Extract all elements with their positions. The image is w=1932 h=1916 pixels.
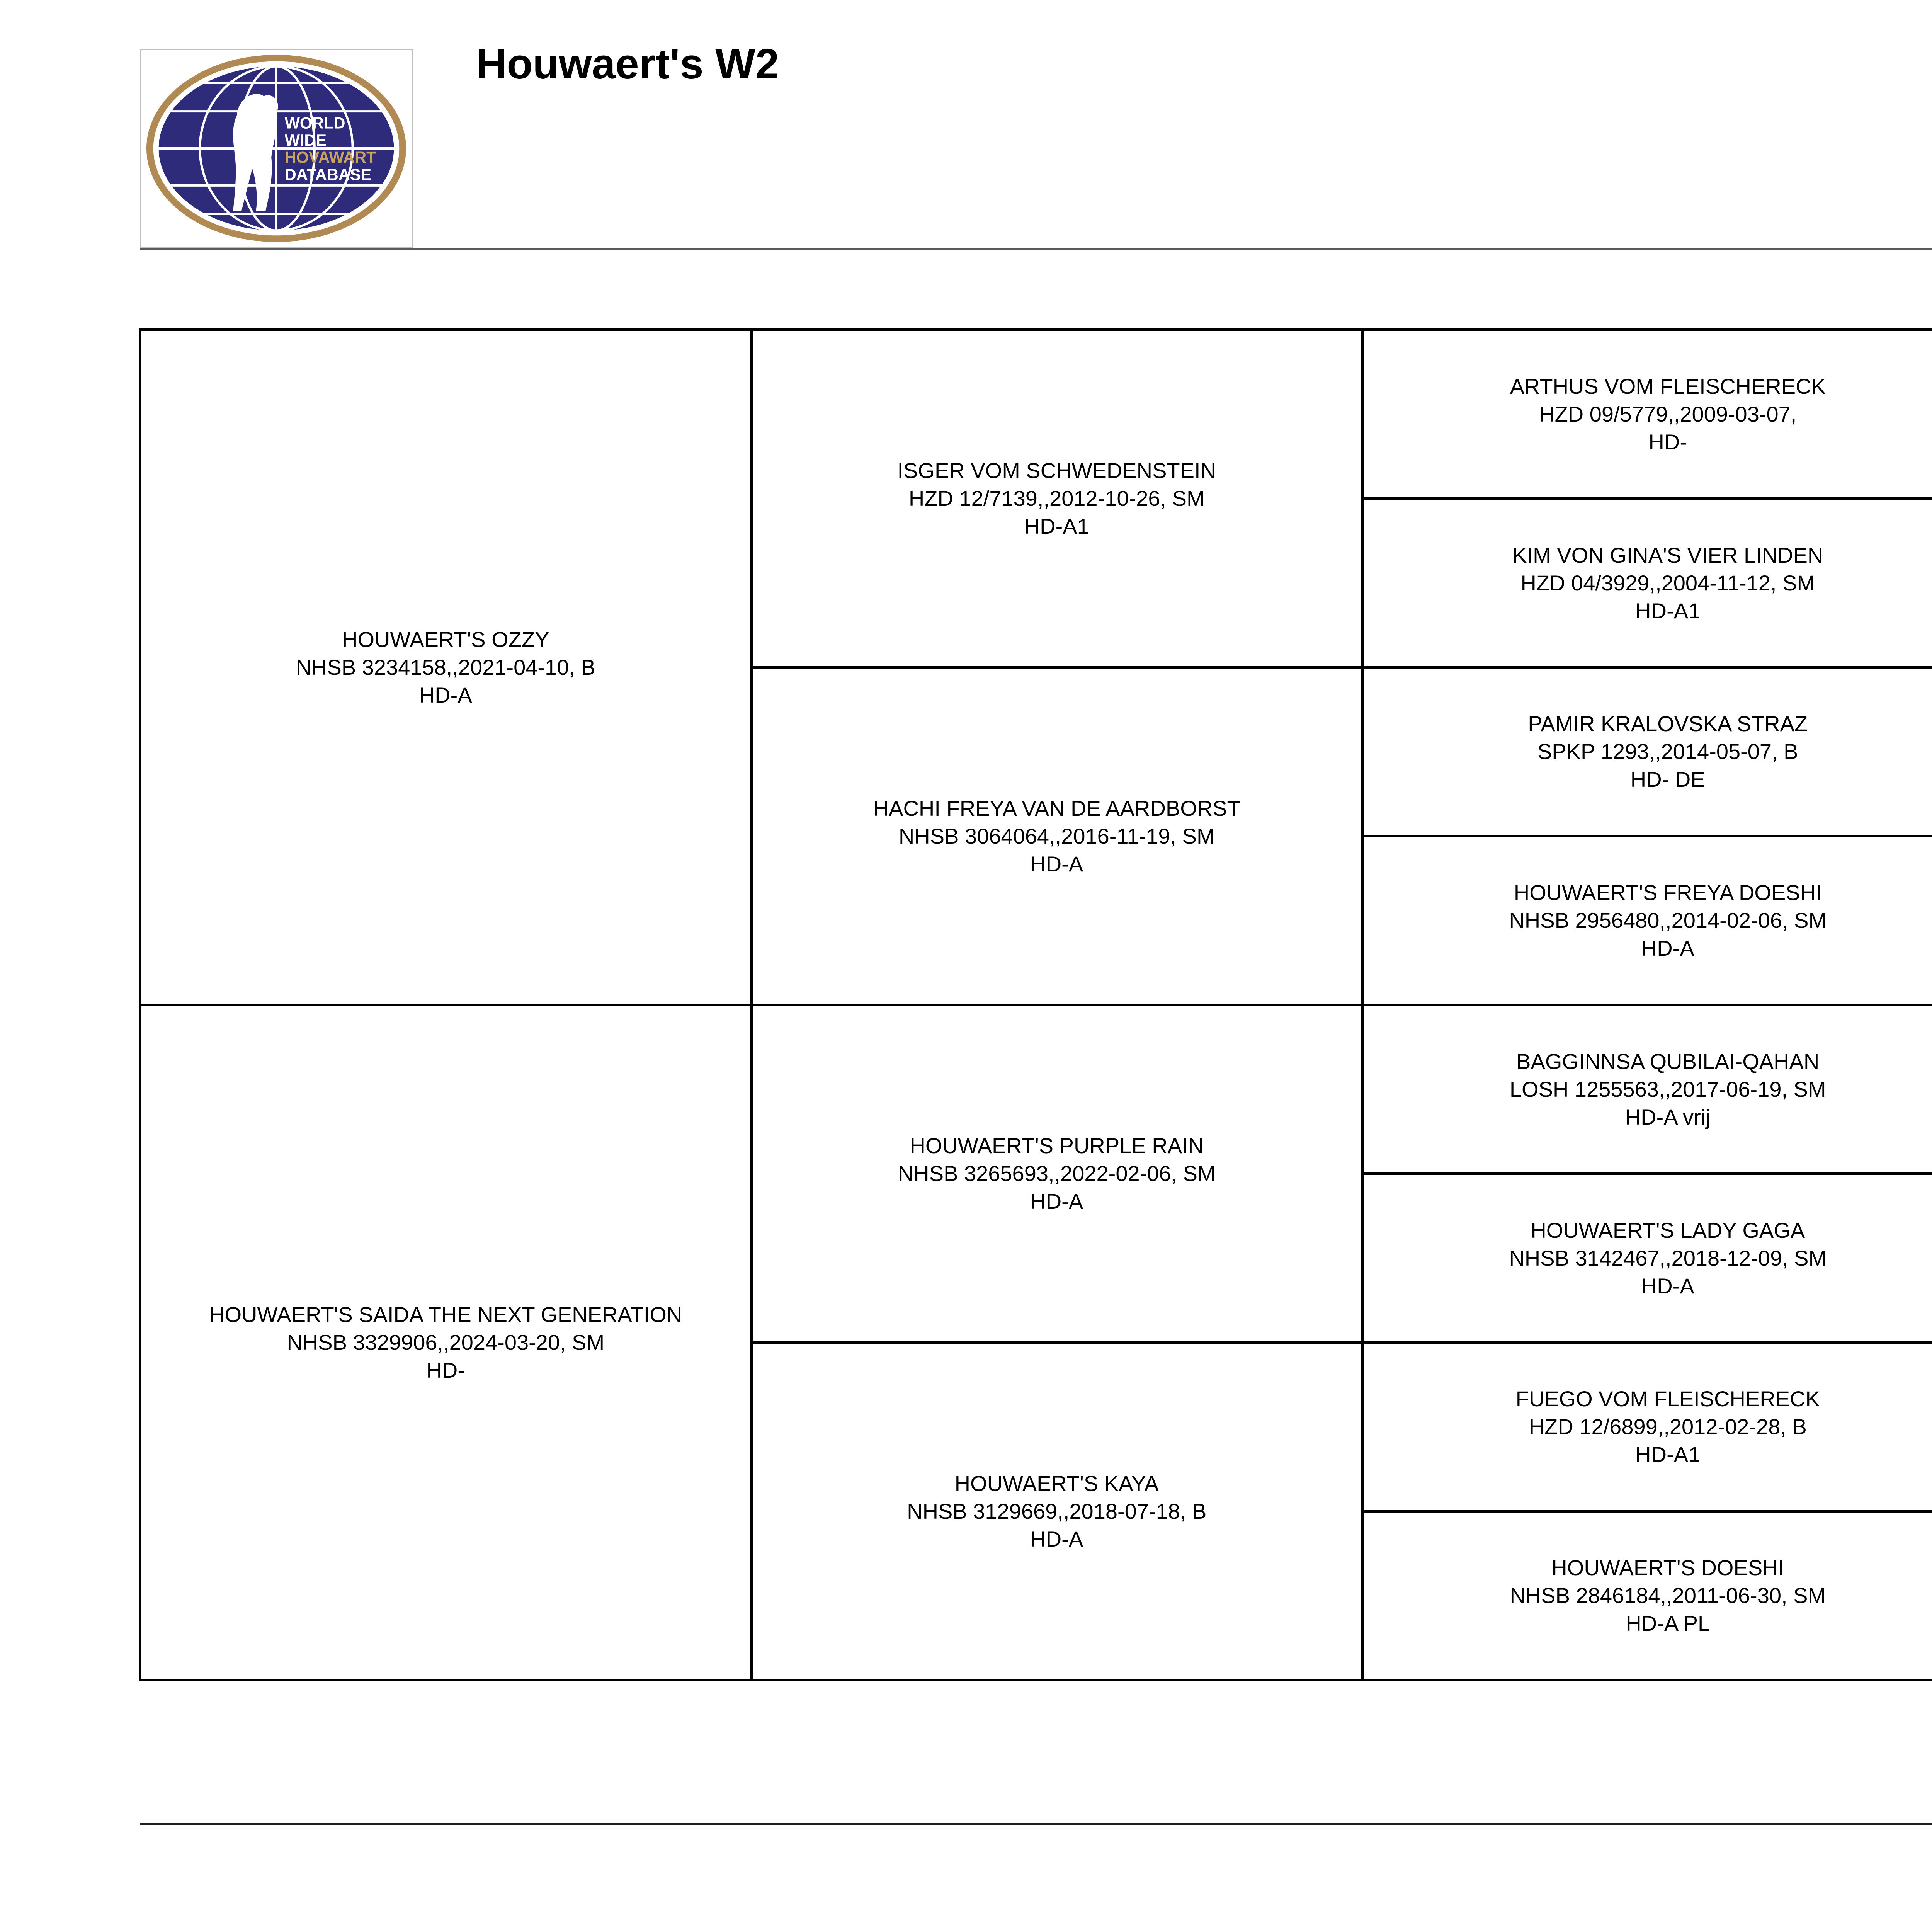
dog-reg: NHSB 3265693,,2022-02-06, SM bbox=[898, 1161, 1216, 1186]
dog-reg: HZD 09/5779,,2009-03-07, bbox=[1539, 402, 1797, 426]
pedigree-cell-gen3 bbox=[1361, 835, 1932, 1006]
dog-hd: HD-A1 bbox=[1635, 1442, 1701, 1467]
dog-hd: HD-A bbox=[419, 683, 472, 707]
dog-name: HOUWAERT'S SAIDA THE NEXT GENERATION bbox=[209, 1302, 682, 1327]
pedigree-cell-gen3 bbox=[1361, 497, 1932, 669]
dog-name: ARTHUS VOM FLEISCHERECK bbox=[1510, 374, 1826, 398]
pedigree-cell-gen1 bbox=[139, 328, 753, 1006]
dog-hd: HD- bbox=[426, 1358, 465, 1382]
dog-reg: HZD 04/3929,,2004-11-12, SM bbox=[1520, 570, 1815, 595]
dog-hd: HD-A PL bbox=[1626, 1611, 1710, 1636]
dog-name: HOUWAERT'S OZZY bbox=[342, 627, 549, 652]
dog-hd: HD-A bbox=[1641, 1273, 1694, 1298]
dog-name: HOUWAERT'S PURPLE RAIN bbox=[910, 1133, 1204, 1158]
dog-name: KIM VON GINA'S VIER LINDEN bbox=[1512, 543, 1823, 567]
dog-hd: HD-A bbox=[1030, 1189, 1083, 1214]
header-divider bbox=[140, 248, 1932, 250]
dog-reg: SPKP 1293,,2014-05-07, B bbox=[1537, 739, 1798, 764]
dog-hd: HD- bbox=[1648, 429, 1687, 454]
dog-reg: NHSB 2846184,,2011-06-30, SM bbox=[1510, 1583, 1826, 1608]
dog-name: FUEGO VOM FLEISCHERECK bbox=[1515, 1387, 1820, 1411]
dog-name: HOUWAERT'S DOESHI bbox=[1551, 1555, 1784, 1580]
pedigree-cell-gen1 bbox=[139, 1004, 753, 1681]
dog-hd: HD-A bbox=[1641, 936, 1694, 961]
pedigree-cell-gen2 bbox=[750, 1004, 1364, 1344]
database-logo bbox=[140, 49, 413, 248]
pedigree-cell-gen3 bbox=[1361, 1004, 1932, 1175]
dog-hd: HD-A bbox=[1030, 1526, 1083, 1551]
pedigree-cell-gen3 bbox=[1361, 1510, 1932, 1681]
dog-reg: NHSB 3142467,,2018-12-09, SM bbox=[1509, 1246, 1827, 1270]
dog-reg: NHSB 2956480,,2014-02-06, SM bbox=[1509, 908, 1827, 933]
logo-line-4: DATABASE bbox=[284, 165, 372, 184]
dog-reg: HZD 12/7139,,2012-10-26, SM bbox=[908, 486, 1205, 511]
dog-name: BAGGINNSA QUBILAI-QAHAN bbox=[1516, 1049, 1820, 1074]
pedigree-cell-gen2 bbox=[750, 666, 1364, 1007]
dog-name: HACHI FREYA VAN DE AARDBORST bbox=[873, 796, 1240, 820]
logo-line-1: WORLD bbox=[284, 114, 345, 132]
dog-reg: NHSB 3064064,,2016-11-19, SM bbox=[898, 824, 1215, 848]
dog-hd: HD-A bbox=[1030, 851, 1083, 876]
pedigree-cell-gen2 bbox=[750, 1341, 1364, 1682]
logo-line-3: HOVAWART bbox=[284, 148, 376, 167]
dog-reg: LOSH 1255563,,2017-06-19, SM bbox=[1509, 1077, 1826, 1101]
pedigree-cell-gen3 bbox=[1361, 328, 1932, 500]
dog-hd: HD-A vrij bbox=[1625, 1104, 1711, 1129]
pedigree-cell-gen3 bbox=[1361, 1341, 1932, 1513]
globe-logo-icon bbox=[141, 50, 412, 247]
dog-name: ISGER VOM SCHWEDENSTEIN bbox=[897, 458, 1216, 483]
footer-divider bbox=[140, 1823, 1932, 1825]
logo-line-2: WIDE bbox=[284, 131, 327, 150]
dog-name: HOUWAERT'S FREYA DOESHI bbox=[1514, 880, 1822, 905]
dog-reg: NHSB 3129669,,2018-07-18, B bbox=[907, 1499, 1207, 1523]
dog-name: HOUWAERT'S LADY GAGA bbox=[1531, 1218, 1805, 1242]
document-title: Houwaert's W2 bbox=[476, 40, 779, 88]
pedigree-cell-gen3 bbox=[1361, 1172, 1932, 1344]
pedigree-cell-gen3 bbox=[1361, 666, 1932, 838]
dog-hd: HD-A1 bbox=[1024, 514, 1089, 539]
dog-name: HOUWAERT'S KAYA bbox=[954, 1471, 1159, 1496]
dog-reg: NHSB 3329906,,2024-03-20, SM bbox=[287, 1330, 605, 1354]
dog-hd: HD- DE bbox=[1630, 767, 1705, 792]
dog-hd: HD-A1 bbox=[1635, 598, 1701, 623]
pedigree-cell-gen2 bbox=[750, 328, 1364, 669]
dog-name: PAMIR KRALOVSKA STRAZ bbox=[1528, 711, 1808, 736]
pedigree-table bbox=[140, 330, 1932, 1680]
dog-reg: HZD 12/6899,,2012-02-28, B bbox=[1529, 1414, 1807, 1439]
dog-reg: NHSB 3234158,,2021-04-10, B bbox=[296, 655, 595, 679]
